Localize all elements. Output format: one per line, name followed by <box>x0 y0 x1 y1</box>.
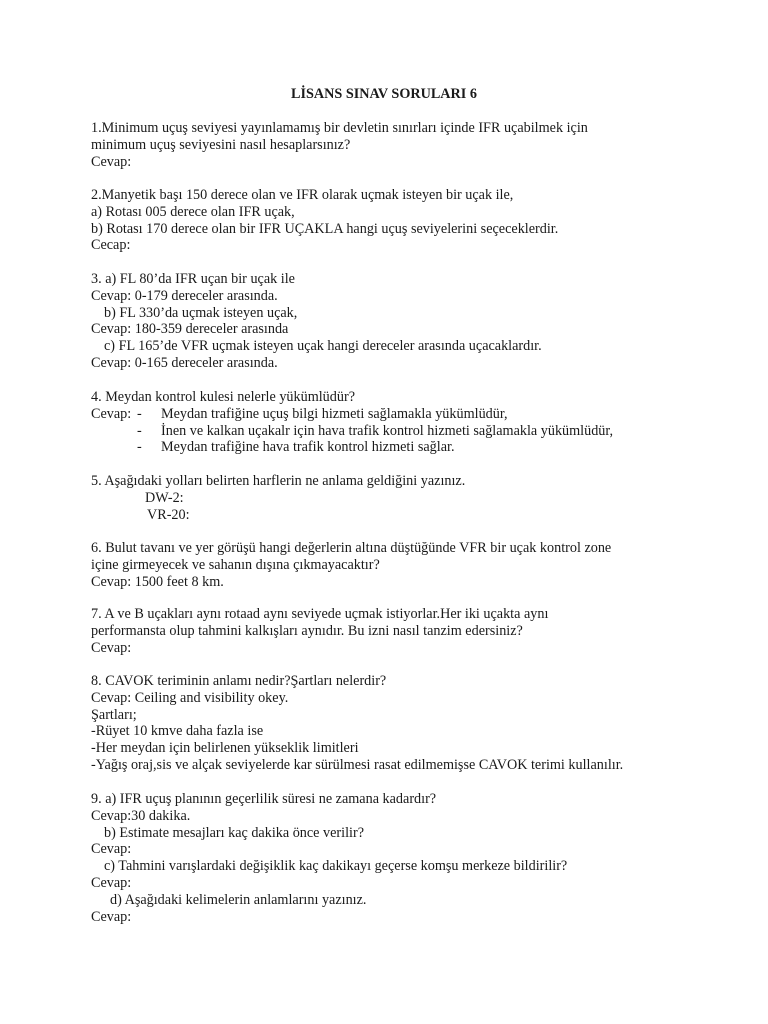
question-1-text-line-2: minimum uçuş seviyesini nasıl hesaplarsınız? <box>91 136 351 153</box>
question-7-text-line-2: performansta olup tahmini kalkışları aynıdır. Bu izni nasıl tanzim edersiniz? <box>91 622 523 639</box>
question-8-text: 8. CAVOK teriminin anlamı nedir?Şartları nelerdir? <box>91 673 387 689</box>
question-2-answer: Cecap: <box>91 237 131 254</box>
question-5 <box>91 473 731 523</box>
bullet-dash: - <box>137 422 142 439</box>
question-5-text: 5. Aşağıdaki yolları belirten harflerin ne anlama geldiğini yazınız. <box>91 473 466 489</box>
question-4-answer-item-text: Meydan trafiğine uçuş bilgi hizmeti sağlamakla yükümlüdür, <box>161 405 508 422</box>
question-9-answer-b: Cevap: <box>91 841 132 858</box>
question-8-condition-1: -Rüyet 10 kmve daha fazla ise <box>91 723 264 740</box>
question-6 <box>91 540 731 590</box>
question-8 <box>91 673 731 774</box>
question-4-text: 4. Meydan kontrol kulesi nelerle yükümlüdür? <box>91 389 355 405</box>
question-7 <box>91 606 731 656</box>
question-1-text-line-1: 1.Minimum uçuş seviyesi yayınlamamış bir devletin sınırları içinde IFR uçabilmek için <box>91 120 588 136</box>
question-8-condition-2: -Her meydan için belirlenen yükseklik limitleri <box>91 740 359 757</box>
question-3-answer-c: Cevap: 0-165 dereceler arasında. <box>91 354 278 371</box>
question-3-answer-a: Cevap: 0-179 dereceler arasında. <box>91 287 278 304</box>
question-4-answer-item <box>91 423 731 440</box>
question-3-part-b: b) FL 330’da uçmak isteyen uçak, <box>104 304 298 321</box>
question-4-answer-item <box>91 439 731 456</box>
question-7-text-line-1: 7. A ve B uçakları aynı rotaad aynı seviyede uçmak istiyorlar.Her iki uçakta aynı <box>91 606 549 622</box>
question-9-part-d: d) Aşağıdaki kelimelerin anlamlarını yazınız. <box>110 891 367 908</box>
question-4-answer-item <box>91 406 731 423</box>
question-5-item-1: DW-2: <box>145 489 184 506</box>
question-1-answer: Cevap: <box>91 153 132 170</box>
question-6-answer: Cevap: 1500 feet 8 km. <box>91 573 224 590</box>
question-8-condition-3: -Yağış oraj,sis ve alçak seviyelerde kar sürülmesi rasat edilmemişse CAVOK terimi kullanılır. <box>91 756 624 773</box>
question-4-answer-item-text: Meydan trafiğine hava trafik kontrol hizmeti sağlar. <box>161 439 455 456</box>
question-3-part-c: c) FL 165’de VFR uçmak isteyen uçak hangi dereceler arasında uçacaklardır. <box>104 338 542 355</box>
question-2-option-a: a) Rotası 005 derece olan IFR uçak, <box>91 203 295 220</box>
page-title: LİSANS SINAV SORULARI 6 <box>291 86 477 102</box>
question-8-conditions-label: Şartları; <box>91 706 137 723</box>
question-9-answer-a: Cevap:30 dakika. <box>91 807 191 824</box>
question-6-text-line-2: içine girmeyecek ve sahanın dışına çıkmayacaktır? <box>91 556 380 573</box>
bullet-dash: - <box>137 405 142 422</box>
question-9-part-a: 9. a) IFR uçuş planının geçerlilik süresi ne zamana kadardır? <box>91 791 437 807</box>
question-2-text-line-1: 2.Manyetik başı 150 derece olan ve IFR olarak uçmak isteyen bir uçak ile, <box>91 187 514 203</box>
question-9-part-c: c) Tahmini varışlardaki değişiklik kaç dakikayı geçerse komşu merkeze bildirilir? <box>104 858 568 875</box>
question-9-answer-d: Cevap: <box>91 908 132 925</box>
question-3-part-a: 3. a) FL 80’da IFR uçan bir uçak ile <box>91 271 295 287</box>
question-3-answer-b: Cevap: 180-359 dereceler arasında <box>91 321 289 338</box>
question-9-answer-c: Cevap: <box>91 874 132 891</box>
question-9-part-b: b) Estimate mesajları kaç dakika önce verilir? <box>104 824 364 841</box>
question-5-item-2: VR-20: <box>147 506 190 523</box>
question-4 <box>91 389 731 456</box>
bullet-dash: - <box>137 439 142 456</box>
question-7-answer: Cevap: <box>91 639 132 656</box>
question-9 <box>91 791 731 925</box>
question-2-option-b: b) Rotası 170 derece olan bir IFR UÇAKLA hangi uçuş seviyelerini seçeceklerdir. <box>91 220 559 237</box>
question-8-answer: Cevap: Ceiling and visibility okey. <box>91 689 289 706</box>
question-2 <box>91 187 731 254</box>
question-1 <box>91 120 731 170</box>
question-6-text-line-1: 6. Bulut tavanı ve yer görüşü hangi değerlerin altına düştüğünde VFR bir uçak kontrol zone <box>91 540 612 556</box>
question-4-answer-label: Cevap: <box>91 405 132 422</box>
question-4-answer-item-text: İnen ve kalkan uçakalr için hava trafik kontrol hizmeti sağlamakla yükümlüdür, <box>161 422 614 439</box>
question-3 <box>91 271 731 372</box>
